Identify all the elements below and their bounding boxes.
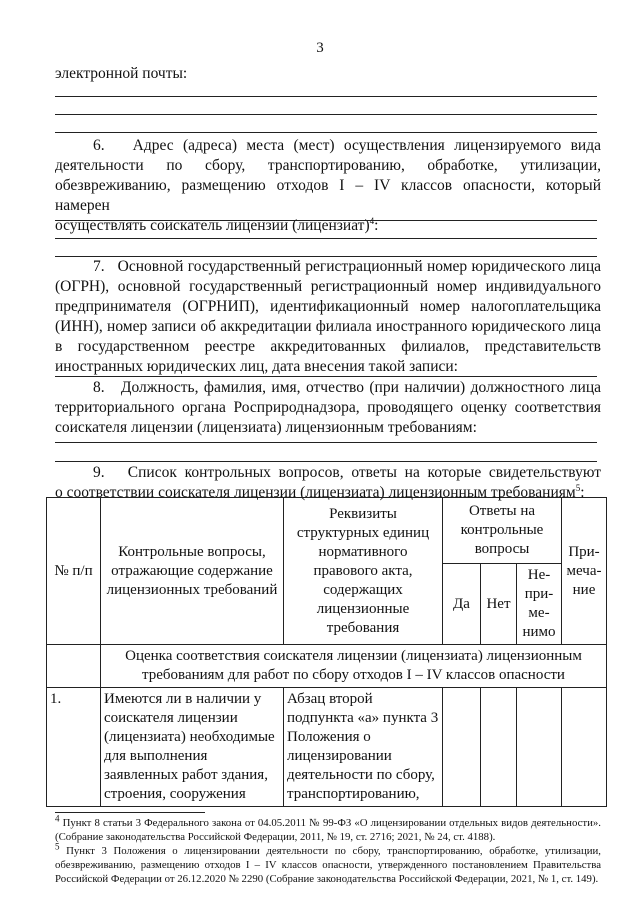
section-6-text: 6. Адрес (адреса) места (мест) осуществления лицензируемого вида деятельности по сбору, транспортированию, обработке, утилизации, обезвреживанию, размещению отходов I – IV классов опасности, который намерен осуществлять соискатель лицензии (лицензиат)$^4$: [55, 137, 601, 234]
footnote-ref-4: 4 [369, 215, 375, 226]
table-section-title: Оценка соответствия соискателя лицензии (лицензиата) лицензионным требованиям для работ по сбору отходов I – IV классов опасности [101, 645, 607, 688]
section-8-text: 8. Должность, фамилия, имя, отчество (при наличии) должностного лица территориального органа Росприроднадзора, проводящего оценку соответствия соискателя лицензии (лицензиата) лицензионным требованиям: [55, 379, 601, 436]
row-question: Имеются ли в наличии у соискателя лицензии (лицензиата) необходимые для выполнения заявленных работ здания, строения, сооружения [101, 688, 284, 807]
fill-line [55, 461, 597, 462]
control-questions-table [46, 497, 607, 807]
row-answer-not-applicable [517, 688, 562, 807]
header-questions: Контрольные вопросы, отражающие содержание лицензионных требований [101, 498, 284, 645]
section-title-empty-cell [47, 645, 101, 688]
footnote-ref-5: 5 [575, 482, 581, 493]
row-answer-no [481, 688, 517, 807]
fill-line [55, 442, 597, 443]
page-number: 3 [316, 40, 324, 56]
footnote-separator [55, 812, 205, 813]
email-label: электронной почты: [55, 65, 188, 82]
header-num: № п/п [47, 498, 101, 645]
header-not-applicable: Не- при- ме- нимо [517, 564, 562, 645]
section-9-text: 9. Список контрольных вопросов, ответы на которые свидетельствуют о соответствии соискателя лицензии (лицензиата) лицензионным требованиям$^5$: [55, 464, 601, 501]
fill-line [55, 114, 597, 115]
header-note: При- меча- ние [562, 498, 607, 645]
table-row [47, 688, 607, 807]
row-answer-yes [443, 688, 481, 807]
header-requisites: Реквизиты структурных единиц нормативного правового акта, содержащих лицензионные требования [284, 498, 443, 645]
header-no: Нет [481, 564, 517, 645]
header-answers: Ответы на контрольные вопросы [443, 498, 562, 564]
row-requisite: Абзац второй подпункта «а» пункта 3 Положения о лицензировании деятельности по сбору, транспортированию, [284, 688, 443, 807]
fill-line [55, 132, 597, 133]
fill-line [55, 96, 597, 97]
fill-line [55, 238, 597, 239]
footnote-5: $^5$ Пункт 3 Положения о лицензировании деятельности по сбору, транспортированию, обработке, утилизации, обезвреживанию, размещению отходов I – IV классов опасности, утвержденного постановлением Правительства Российской Федерации от 26.12.2020 № 2290 (Собрание законодательства Российской Федерации, 2021, № 1, ст. 149). [55, 841, 601, 885]
row-note [562, 688, 607, 807]
fill-line [55, 376, 597, 377]
fill-line [55, 220, 597, 221]
footnote-4: $^4$ Пункт 8 статьи 3 Федерального закона от 04.05.2011 № 99-ФЗ «О лицензировании отдельных видов деятельности». (Собрание законодательства Российской Федерации, 2011, № 19, ст. 2716; 2021, № 24, ст. 4188). [55, 813, 601, 843]
section-7-text: 7. Основной государственный регистрационный номер юридического лица (ОГРН), основной государственный регистрационный номер индивидуального предпринимателя (ОГРНИП), идентификационный номер налогоплательщика (ИНН), номер записи об аккредитации филиала иностранного юридического лица в государственном реестре аккредитованных филиалов, представительств иностранных юридических лиц, дата внесения такой записи: [55, 258, 601, 375]
row-num: 1. [47, 688, 101, 807]
header-yes: Да [443, 564, 481, 645]
